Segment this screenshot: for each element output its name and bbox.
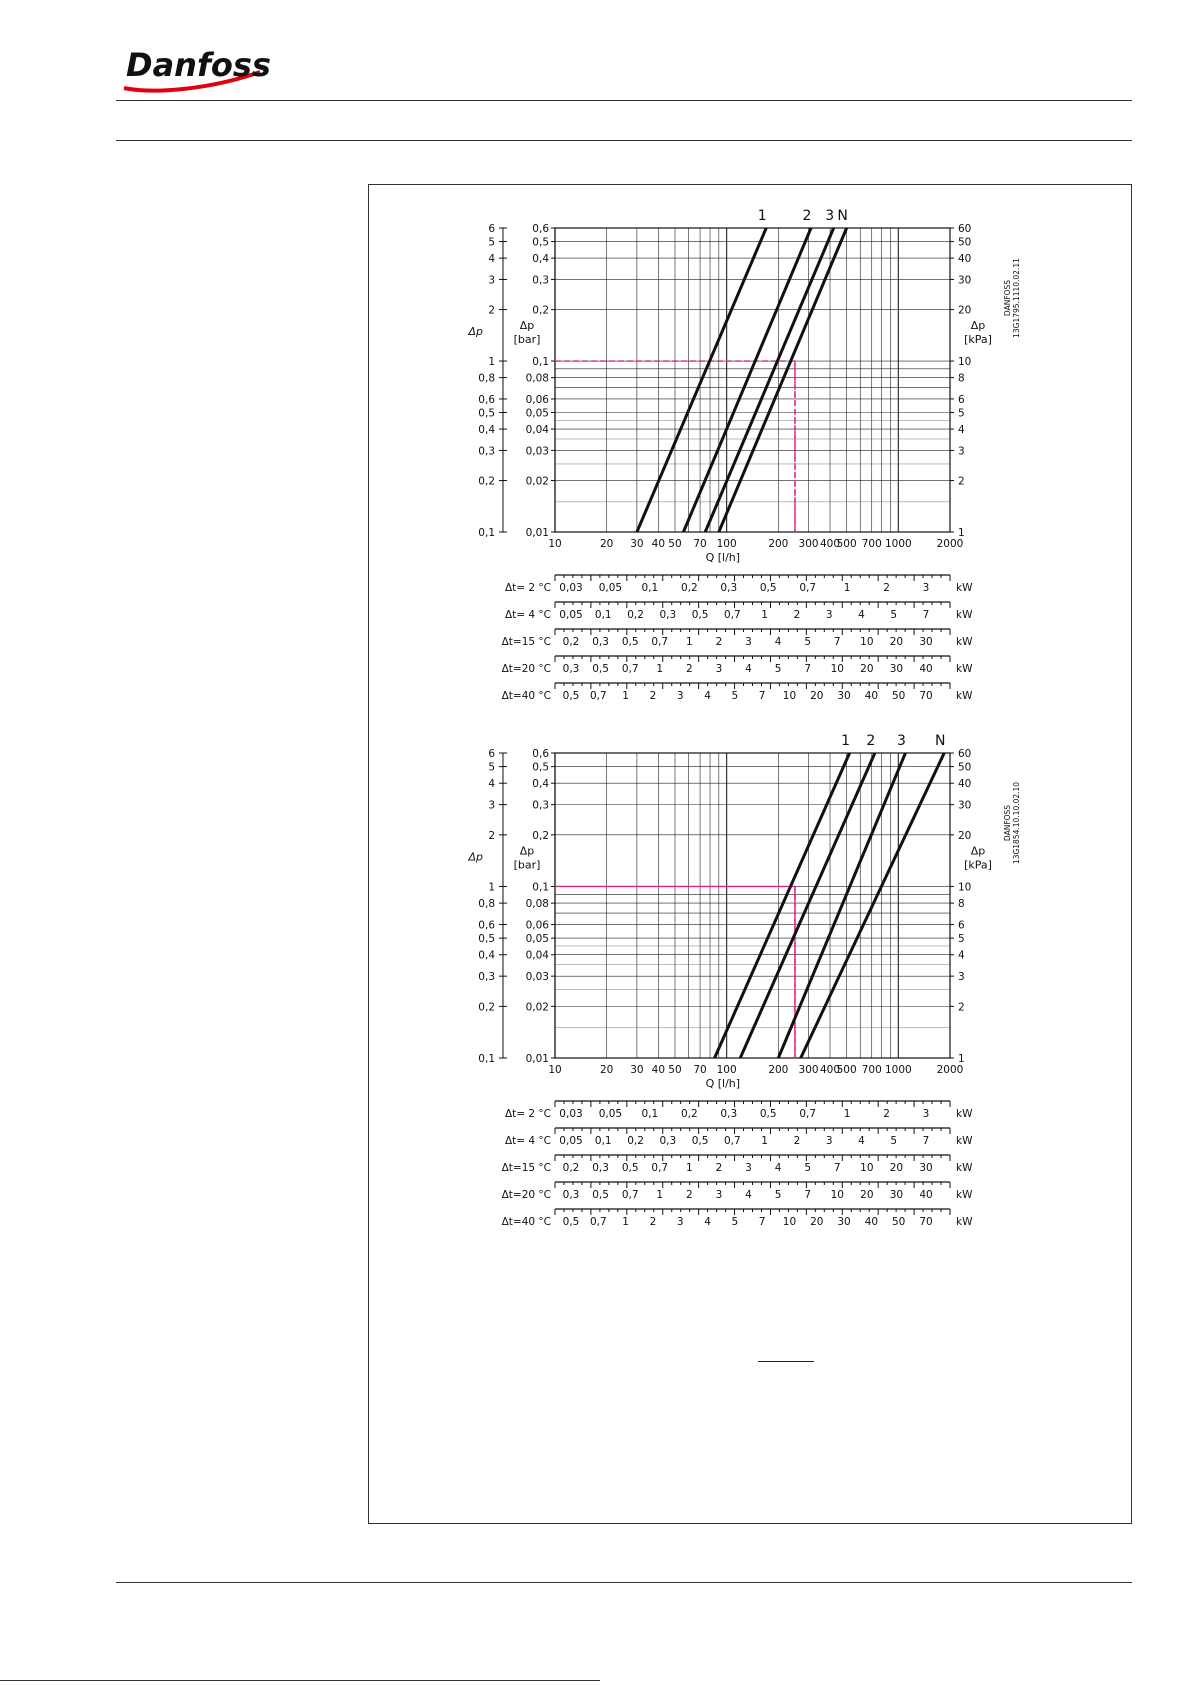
power-scale-tick-label: 10 [782, 690, 797, 702]
power-scale-tick-label: 0,2 [680, 1108, 698, 1120]
power-scale-label: Δt= 2 °C [504, 1108, 551, 1120]
power-scale-tick-label: 10 [860, 636, 874, 648]
power-scale-tick-label: 0,7 [724, 609, 741, 621]
x-tick-label: 70 [693, 1064, 707, 1076]
curve-label-N: N [837, 208, 848, 224]
y-tick-label-kpa: 1 [958, 1053, 965, 1065]
x-tick-label: 300 [798, 538, 819, 550]
y-tick-label-left: 6 [488, 748, 495, 760]
power-scale-tick-label: 20 [810, 690, 824, 702]
footer-line [0, 1680, 600, 1681]
power-scale-tick-label: 7 [833, 636, 841, 648]
power-scale-tick-label: 2 [715, 636, 723, 648]
power-scale-tick-label: 2 [649, 690, 657, 702]
curve-label-3: 3 [896, 733, 906, 749]
x-tick-label: 500 [836, 1064, 857, 1076]
power-scale-tick-label: 7 [833, 1162, 841, 1174]
power-scale-tick-label: 7 [758, 1216, 766, 1228]
y-tick-label-kpa: 40 [958, 253, 972, 266]
power-scale-tick-label: 3 [676, 690, 684, 702]
x-tick-label: 100 [716, 538, 737, 550]
power-scale-tick-label: 1 [761, 1135, 768, 1147]
power-scale-tick-label: 2 [883, 1108, 890, 1120]
power-scale-tick-label: 0,2 [562, 1162, 580, 1174]
curve-label-N: N [934, 733, 946, 749]
power-scale-tick-label: 1 [656, 663, 664, 675]
power-scale-label: Δt=15 °C [501, 1162, 551, 1174]
power-scale-tick-label: 0,5 [562, 690, 580, 702]
y-tick-label-bar: 0,03 [525, 445, 549, 458]
power-scale-tick-label: 70 [919, 1216, 933, 1228]
power-scale-unit: kW [956, 690, 973, 702]
y-tick-label-left: 0,6 [478, 393, 495, 406]
curve-label-1: 1 [757, 208, 767, 224]
y-tick-label-bar: 0,08 [525, 372, 549, 385]
kpa-axis-title-unit: [kPa] [964, 332, 992, 346]
left-axis-title: Δp [468, 324, 483, 338]
power-scale-tick-label: 0,7 [651, 636, 669, 648]
power-scale-tick-label: 0,3 [659, 1135, 677, 1147]
y-tick-label-kpa: 6 [958, 393, 965, 406]
power-scale-tick-label: 2 [793, 609, 801, 621]
power-scale-tick-label: 40 [919, 663, 933, 675]
power-scale-tick-label: 2 [685, 1189, 693, 1201]
x-tick-label: 70 [693, 538, 707, 550]
y-tick-label-kpa: 50 [958, 236, 972, 249]
power-scale-tick-label: 0,1 [641, 1108, 659, 1120]
x-tick-label: 40 [651, 538, 666, 550]
y-tick-label-left: 2 [488, 829, 495, 842]
y-tick-label-bar: 0,3 [532, 274, 549, 287]
y-tick-label-kpa: 20 [958, 304, 972, 317]
curve-label-3: 3 [825, 208, 835, 224]
power-scale-tick-label: 0,7 [589, 1216, 607, 1228]
power-scale-tick-label: 0,3 [592, 636, 609, 648]
y-tick-label-bar: 0,2 [532, 304, 549, 317]
power-scale-tick-label: 0,2 [562, 636, 580, 648]
power-scale-tick-label: 0,5 [621, 1162, 639, 1174]
power-scale-tick-label: 5 [774, 1189, 782, 1201]
x-axis-title: Q [l/h] [705, 551, 741, 564]
x-tick-label: 100 [716, 1064, 737, 1076]
footer-rule [116, 1582, 1132, 1583]
y-tick-label-kpa: 5 [958, 407, 965, 420]
y-tick-label-bar: 0,4 [532, 778, 549, 791]
power-scale-tick-label: 7 [804, 1189, 812, 1201]
x-tick-label: 50 [668, 1064, 682, 1076]
curve-label-2: 2 [802, 208, 812, 224]
power-scale-tick-label: 0,7 [651, 1162, 669, 1174]
power-scale-tick-label: 20 [889, 636, 904, 648]
power-scale-tick-label: 10 [830, 663, 844, 675]
power-scale-tick-label: 5 [774, 663, 782, 675]
power-scale-tick-label: 0,5 [592, 663, 609, 675]
y-tick-label-left: 5 [488, 761, 495, 774]
power-scale-tick-label: 1 [622, 1216, 629, 1228]
y-tick-label-bar: 0,5 [532, 236, 549, 249]
bar-axis-title-unit: [bar] [513, 332, 541, 346]
y-tick-label-bar: 0,5 [532, 761, 549, 774]
y-tick-label-bar: 0,6 [532, 223, 549, 235]
power-scale-tick-label: 2 [793, 1135, 801, 1147]
y-tick-label-left: 4 [488, 778, 495, 791]
characteristic-curve-2 [740, 753, 875, 1058]
kpa-axis-title-unit: [kPa] [964, 858, 992, 872]
power-scale-tick-label: 30 [889, 1189, 904, 1201]
power-scale-tick-label: 0,3 [659, 609, 677, 621]
drawing-id: 13G1795.1110.02.11 [1012, 258, 1021, 338]
power-scale-tick-label: 30 [837, 1216, 851, 1228]
power-scale-tick-label: 1 [656, 1189, 664, 1201]
power-scale-tick-label: 0,7 [621, 1189, 639, 1201]
y-tick-label-bar: 0,1 [532, 356, 549, 369]
x-tick-label: 500 [836, 538, 857, 550]
characteristic-curve-N [801, 753, 944, 1058]
y-tick-label-bar: 0,2 [532, 829, 549, 842]
power-scale-tick-label: 1 [843, 582, 851, 594]
power-scale-tick-label: 0,5 [691, 1135, 709, 1147]
y-tick-label-left: 4 [488, 253, 495, 266]
y-tick-label-left: 1 [488, 881, 495, 894]
power-scale-label: Δt= 4 °C [504, 609, 551, 621]
power-scale-tick-label: 7 [758, 690, 766, 702]
power-scale-tick-label: 5 [890, 1135, 898, 1147]
power-scale-tick-label: 0,05 [559, 1135, 583, 1147]
x-tick-label: 10 [548, 1064, 562, 1076]
power-scale-tick-label: 0,5 [691, 609, 709, 621]
x-tick-label: 700 [861, 1064, 882, 1076]
power-scale-tick-label: 0,7 [621, 663, 639, 675]
y-tick-label-left: 0,4 [478, 424, 495, 437]
y-tick-label-kpa: 3 [958, 445, 965, 458]
y-tick-label-kpa: 10 [958, 356, 972, 369]
x-axis-title: Q [l/h] [705, 1077, 741, 1090]
power-scale-tick-label: 5 [890, 609, 898, 621]
power-scale-tick-label: 5 [731, 690, 739, 702]
y-tick-label-kpa: 8 [958, 372, 965, 385]
power-scale-tick-label: 0,1 [594, 609, 612, 621]
power-scale-tick-label: 5 [731, 1216, 739, 1228]
y-tick-label-kpa: 6 [958, 919, 965, 932]
power-scale-tick-label: 0,2 [627, 1135, 644, 1147]
y-tick-label-left: 0,3 [478, 971, 495, 984]
power-scale-tick-label: 7 [922, 609, 930, 621]
power-scale-unit: kW [956, 1108, 973, 1120]
x-tick-label: 10 [548, 538, 562, 550]
power-scale-tick-label: 0,5 [621, 636, 639, 648]
power-scale-tick-label: 7 [922, 1135, 930, 1147]
x-tick-label: 1000 [884, 538, 912, 550]
power-scale-tick-label: 20 [860, 663, 874, 675]
power-scale-tick-label: 3 [922, 1108, 930, 1120]
y-tick-label-left: 1 [488, 356, 495, 369]
power-scale-tick-label: 4 [774, 636, 782, 648]
x-tick-label: 2000 [936, 538, 964, 550]
power-scale-tick-label: 3 [825, 609, 833, 621]
power-scale-unit: kW [956, 1162, 973, 1174]
y-tick-label-bar: 0,01 [525, 1053, 549, 1065]
power-scale-unit: kW [956, 582, 973, 594]
power-scale-tick-label: 10 [830, 1189, 844, 1201]
power-scale-tick-label: 1 [622, 690, 629, 702]
power-scale-tick-label: 0,2 [680, 582, 698, 594]
power-scale-tick-label: 1 [761, 609, 768, 621]
y-tick-label-kpa: 20 [958, 829, 972, 842]
power-scale-tick-label: 10 [782, 1216, 797, 1228]
y-tick-label-kpa: 2 [958, 1001, 965, 1014]
power-scale-tick-label: 0,3 [720, 582, 738, 594]
y-tick-label-bar: 0,6 [532, 748, 549, 760]
y-tick-label-left: 3 [488, 799, 495, 812]
power-scale-tick-label: 0,3 [592, 1162, 609, 1174]
power-scale-label: Δt=20 °C [501, 1189, 551, 1201]
y-tick-label-left: 0,6 [478, 919, 495, 932]
power-scale-tick-label: 50 [892, 1216, 906, 1228]
y-tick-label-left: 2 [488, 304, 495, 317]
power-scale-tick-label: 30 [919, 636, 933, 648]
power-scale-tick-label: 0,3 [562, 1189, 580, 1201]
y-tick-label-bar: 0,4 [532, 253, 549, 266]
y-tick-label-kpa: 1 [958, 527, 965, 539]
formula-fraction-bar [758, 1361, 814, 1362]
x-tick-label: 40 [651, 1064, 666, 1076]
power-scale-tick-label: 0,7 [799, 1108, 817, 1120]
power-scale-tick-label: 0,5 [592, 1189, 609, 1201]
power-scale-tick-label: 3 [745, 1162, 752, 1174]
power-scale-tick-label: 0,05 [559, 609, 583, 621]
power-scale-tick-label: 2 [685, 663, 693, 675]
y-tick-label-kpa: 5 [958, 933, 965, 946]
power-scale-tick-label: 0,3 [720, 1108, 738, 1120]
power-scale-tick-label: 3 [676, 1216, 684, 1228]
power-scale-label: Δt=15 °C [501, 636, 551, 648]
bar-axis-title-unit: [bar] [513, 858, 541, 872]
power-scale-tick-label: 20 [860, 1189, 874, 1201]
power-scale-tick-label: 0,3 [562, 663, 580, 675]
power-scale-tick-label: 4 [745, 1189, 752, 1201]
power-scale-tick-label: 5 [804, 1162, 812, 1174]
characteristic-curve-1 [715, 753, 850, 1058]
left-axis-title: Δp [468, 850, 483, 864]
power-scale-tick-label: 1 [685, 1162, 693, 1174]
power-scale-tick-label: 10 [860, 1162, 874, 1174]
power-scale-tick-label: 3 [922, 582, 930, 594]
drawing-id: 13G1854.10.10.02.10 [1012, 781, 1021, 865]
drawing-id: DANFOSS [1003, 804, 1012, 842]
y-tick-label-left: 0,8 [478, 372, 495, 385]
power-scale-tick-label: 4 [858, 1135, 865, 1147]
curve-label-2: 2 [866, 733, 876, 749]
power-scale-tick-label: 0,1 [594, 1135, 612, 1147]
curve-label-1: 1 [841, 733, 851, 749]
y-tick-label-kpa: 2 [958, 475, 965, 488]
power-scale-tick-label: 0,5 [759, 1108, 777, 1120]
bar-axis-title-symbol: Δp [519, 318, 535, 332]
power-scale-tick-label: 20 [889, 1162, 904, 1174]
y-tick-label-bar: 0,02 [525, 475, 549, 488]
y-tick-label-left: 0,5 [478, 933, 495, 946]
drawing-id: DANFOSS [1003, 279, 1012, 317]
y-tick-label-left: 0,8 [478, 898, 495, 911]
power-scale-tick-label: 2 [649, 1216, 657, 1228]
y-tick-label-left: 0,1 [478, 527, 495, 539]
power-scale-unit: kW [956, 609, 973, 621]
power-scale-tick-label: 0,5 [562, 1216, 580, 1228]
power-scale-tick-label: 3 [715, 1189, 723, 1201]
y-tick-label-left: 6 [488, 223, 495, 235]
x-tick-label: 1000 [884, 1064, 912, 1076]
y-tick-label-left: 0,5 [478, 407, 495, 420]
y-tick-label-left: 0,1 [478, 1053, 495, 1065]
y-tick-label-bar: 0,06 [525, 393, 549, 406]
x-tick-label: 30 [630, 538, 644, 550]
x-tick-label: 20 [599, 538, 614, 550]
y-tick-label-left: 0,3 [478, 445, 495, 458]
x-tick-label: 400 [819, 538, 841, 550]
power-scale-tick-label: 4 [774, 1162, 782, 1174]
bar-axis-title-symbol: Δp [519, 844, 535, 858]
power-scale-tick-label: 40 [864, 690, 879, 702]
power-scale-tick-label: 70 [919, 690, 933, 702]
power-scale-tick-label: 0,7 [799, 582, 817, 594]
power-scale-unit: kW [956, 1135, 973, 1147]
y-tick-label-bar: 0,03 [525, 971, 549, 984]
x-tick-label: 300 [798, 1064, 819, 1076]
power-scale-tick-label: 40 [919, 1189, 933, 1201]
y-tick-label-left: 0,4 [478, 949, 495, 962]
y-tick-label-bar: 0,3 [532, 799, 549, 812]
y-tick-label-bar: 0,1 [532, 881, 549, 894]
power-scale-tick-label: 40 [864, 1216, 879, 1228]
power-scale-tick-label: 0,03 [559, 1108, 583, 1120]
y-tick-label-bar: 0,08 [525, 898, 549, 911]
power-scale-label: Δt= 4 °C [504, 1135, 551, 1147]
x-tick-label: 30 [630, 1064, 644, 1076]
power-scale-tick-label: 0,7 [724, 1135, 741, 1147]
x-tick-label: 50 [668, 538, 682, 550]
y-tick-label-kpa: 8 [958, 898, 965, 911]
power-scale-tick-label: 0,05 [598, 582, 623, 594]
x-tick-label: 700 [861, 538, 882, 550]
y-tick-label-kpa: 50 [958, 761, 972, 774]
power-scale-unit: kW [956, 1216, 973, 1228]
y-tick-label-bar: 0,04 [525, 424, 549, 437]
power-scale-tick-label: 20 [810, 1216, 824, 1228]
power-scale-tick-label: 2 [715, 1162, 723, 1174]
power-scale-label: Δt= 2 °C [504, 582, 551, 594]
y-tick-label-kpa: 4 [958, 949, 965, 962]
y-tick-label-kpa: 40 [958, 778, 972, 791]
power-scale-label: Δt=40 °C [501, 690, 551, 702]
y-tick-label-left: 5 [488, 236, 495, 249]
y-tick-label-kpa: 60 [958, 223, 972, 235]
power-scale-unit: kW [956, 1189, 973, 1201]
power-scale-tick-label: 0,5 [759, 582, 777, 594]
y-tick-label-left: 0,2 [478, 1001, 495, 1014]
power-scale-tick-label: 0,1 [641, 582, 659, 594]
power-scale-unit: kW [956, 636, 973, 648]
y-tick-label-bar: 0,05 [525, 407, 549, 420]
power-scale-tick-label: 0,05 [598, 1108, 623, 1120]
y-tick-label-bar: 0,06 [525, 919, 549, 932]
y-tick-label-kpa: 4 [958, 424, 965, 437]
x-tick-label: 2000 [936, 1064, 964, 1076]
y-tick-label-kpa: 60 [958, 748, 972, 760]
power-scale-tick-label: 0,7 [589, 690, 607, 702]
power-scale-tick-label: 4 [704, 690, 711, 702]
power-scale-tick-label: 0,2 [627, 609, 644, 621]
power-scale-tick-label: 50 [892, 690, 906, 702]
power-scale-tick-label: 3 [825, 1135, 833, 1147]
power-scale-tick-label: 30 [889, 663, 904, 675]
logo-text: Danfoss [126, 46, 271, 84]
power-scale-tick-label: 4 [858, 609, 865, 621]
y-tick-label-left: 0,2 [478, 475, 495, 488]
kpa-axis-title-symbol: Δp [970, 844, 986, 858]
power-scale-tick-label: 3 [715, 663, 723, 675]
y-tick-label-bar: 0,05 [525, 933, 549, 946]
power-scale-label: Δt=40 °C [501, 1216, 551, 1228]
power-scale-tick-label: 2 [883, 582, 890, 594]
x-tick-label: 20 [599, 1064, 614, 1076]
power-scale-tick-label: 1 [843, 1108, 851, 1120]
power-scale-tick-label: 0,03 [559, 582, 583, 594]
x-tick-label: 400 [819, 1064, 841, 1076]
power-scale-tick-label: 1 [685, 636, 693, 648]
power-scale-tick-label: 3 [745, 636, 752, 648]
y-tick-label-bar: 0,01 [525, 527, 549, 539]
power-scale-tick-label: 5 [804, 636, 812, 648]
characteristic-curve-3 [778, 753, 905, 1058]
power-scale-tick-label: 4 [704, 1216, 711, 1228]
power-scale-tick-label: 4 [745, 663, 752, 675]
y-tick-label-left: 3 [488, 274, 495, 287]
y-tick-label-kpa: 10 [958, 881, 972, 894]
y-tick-label-kpa: 3 [958, 971, 965, 984]
power-scale-label: Δt=20 °C [501, 663, 551, 675]
kpa-axis-title-symbol: Δp [970, 318, 986, 332]
power-scale-tick-label: 7 [804, 663, 812, 675]
y-tick-label-bar: 0,02 [525, 1001, 549, 1014]
y-tick-label-bar: 0,04 [525, 949, 549, 962]
y-tick-label-kpa: 30 [958, 274, 972, 287]
x-tick-label: 200 [768, 538, 789, 550]
power-scale-tick-label: 30 [919, 1162, 933, 1174]
power-scale-tick-label: 30 [837, 690, 851, 702]
x-tick-label: 200 [768, 1064, 789, 1076]
y-tick-label-kpa: 30 [958, 799, 972, 812]
power-scale-unit: kW [956, 663, 973, 675]
